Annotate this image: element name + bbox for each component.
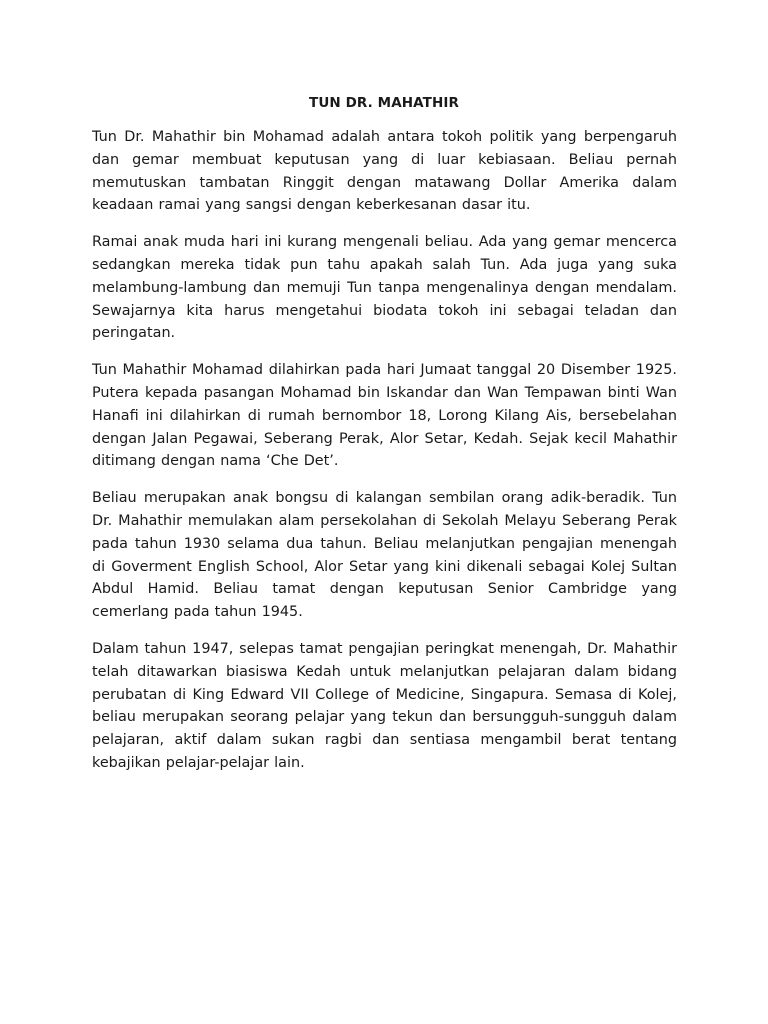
document-body (92, 126, 677, 789)
paragraph-2: Ramai anak muda hari ini kurang mengenali beliau. Ada yang gemar mencerca sedangkan mereka tidak pun tahu apakah salah Tun. Ada juga yang suka melambung-lambung dan memuji Tun tanpa mengenalinya dengan mendalam. Sewajarnya kita harus mengetahui biodata tokoh ini sebagai teladan dan peringatan. (92, 234, 677, 342)
paragraph-5: Dalam tahun 1947, selepas tamat pengajian peringkat menengah, Dr. Mahathir telah ditawarkan biasiswa Kedah untuk melanjutkan pelajaran dalam bidang perubatan di King Edward VII College of Medicine, Singapura. Semasa di Kolej, beliau merupakan seorang pelajar yang tekun dan bersungguh-sungguh dalam pelajaran, aktif dalam sukan ragbi dan sentiasa mengambil berat tentang kebajikan pelajar-pelajar lain. (92, 640, 677, 771)
paragraph-3: Tun Mahathir Mohamad dilahirkan pada hari Jumaat tanggal 20 Disember 1925. Putera kepada pasangan Mohamad bin Iskandar dan Wan Tempawan binti Wan Hanafi ini dilahirkan di rumah bernombor 18, Lorong Kilang Ais, bersebelahan dengan Jalan Pegawai, Seberang Perak, Alor Setar, Kedah. Sejak kecil Mahathir ditimang dengan nama ‘Che Det’. (92, 362, 677, 470)
paragraph-1: Tun Dr. Mahathir bin Mohamad adalah antara tokoh politik yang berpengaruh dan gemar membuat keputusan yang di luar kebiasaan. Beliau pernah memutuskan tambatan Ringgit dengan matawang Dollar Amerika dalam keadaan ramai yang sangsi dengan keberkesanan dasar itu. (92, 129, 677, 214)
document-title: TUN DR. MAHATHIR (309, 95, 459, 111)
paragraph-4: Beliau merupakan anak bongsu di kalangan sembilan orang adik-beradik. Tun Dr. Mahathir memulakan alam persekolahan di Sekolah Melayu Seberang Perak pada tahun 1930 selama dua tahun. Beliau melanjutkan pengajian menengah di Goverment English School, Alor Setar yang kini dikenali sebagai Kolej Sultan Abdul Hamid. Beliau tamat dengan keputusan Senior Cambridge yang cemerlang pada tahun 1945. (92, 490, 677, 621)
